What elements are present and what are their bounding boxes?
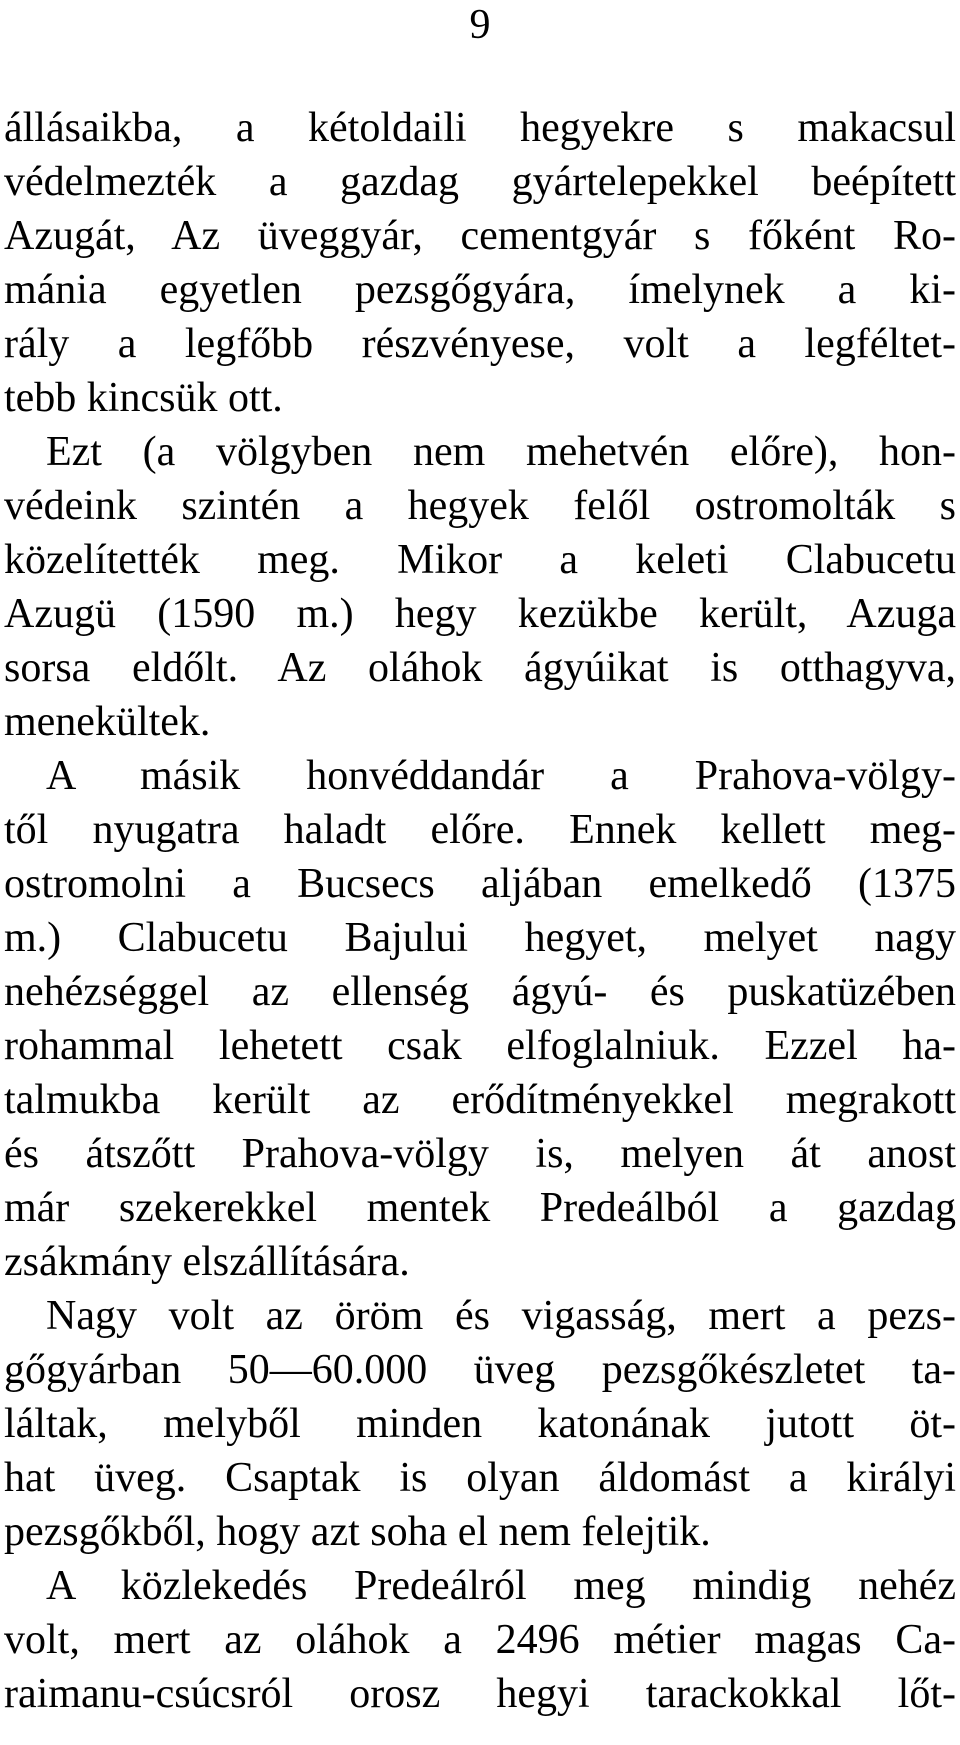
text-line: pezsgőkből, hogy azt soha el nem felejtik.	[4, 1509, 711, 1555]
text-line: láltak, melyből minden katonának jutott öt-	[4, 1401, 956, 1447]
text-line: Nagy volt az öröm és vigasság, mert a pezs-	[46, 1293, 956, 1339]
text-line: Azugát, Az üveggyár, cementgyár s főként Ro-	[4, 213, 956, 259]
text-line: rohammal lehetett csak elfoglalniuk. Ezzel ha-	[4, 1023, 956, 1069]
text-line: mánia egyetlen pezsgőgyára, ímelynek a ki-	[4, 267, 956, 313]
text-line: zsákmány elszállítására.	[4, 1239, 410, 1285]
text-line: menekültek.	[4, 699, 211, 745]
text-line: és átszőtt Prahova-völgy is, melyen át anost	[4, 1131, 956, 1177]
text-line: gőgyárban 50—60.000 üveg pezsgőkészletet ta-	[4, 1347, 956, 1393]
text-line: állásaikba, a kétoldaili hegyekre s makacsul	[4, 105, 956, 151]
text-line: hat üveg. Csaptak is olyan áldomást a királyi	[4, 1455, 956, 1501]
text-line: raimanu-csúcsról orosz hegyi tarackokkal lőt-	[4, 1671, 956, 1717]
text-line: talmukba került az erődítményekkel megrakott	[4, 1077, 956, 1123]
text-line: m.) Clabucetu Bajului hegyet, melyet nagy	[4, 915, 956, 961]
text-line: től nyugatra haladt előre. Ennek kellett meg-	[4, 807, 956, 853]
text-line: volt, mert az oláhok a 2496 métier magas Ca-	[4, 1617, 956, 1663]
text-line: Ezt (a völgyben nem mehetvén előre), hon-	[46, 429, 956, 475]
text-line: már szekerekkel mentek Predeálból a gazdag	[4, 1185, 956, 1231]
body-text	[4, 101, 956, 1721]
text-line: közelítették meg. Mikor a keleti Clabucetu	[4, 537, 956, 583]
text-line: A közlekedés Predeálról meg mindig nehéz	[46, 1563, 956, 1609]
text-line: A másik honvéddandár a Prahova-völgy-	[46, 753, 956, 799]
text-line: Azugü (1590 m.) hegy kezükbe került, Azuga	[4, 591, 956, 637]
text-line: tebb kincsük ott.	[4, 375, 283, 421]
page-number: 9	[469, 2, 491, 48]
text-line: nehézséggel az ellenség ágyú- és puskatüzében	[4, 969, 956, 1015]
text-line: sorsa eldőlt. Az oláhok ágyúikat is otthagyva,	[4, 645, 956, 691]
text-line: védeink szintén a hegyek felől ostromolták s	[4, 483, 956, 529]
text-line: ostromolni a Bucsecs aljában emelkedő (1375	[4, 861, 956, 907]
text-line: védelmezték a gazdag gyártelepekkel beépített	[4, 159, 956, 205]
text-line: rály a legfőbb részvényese, volt a legféltet-	[4, 321, 956, 367]
